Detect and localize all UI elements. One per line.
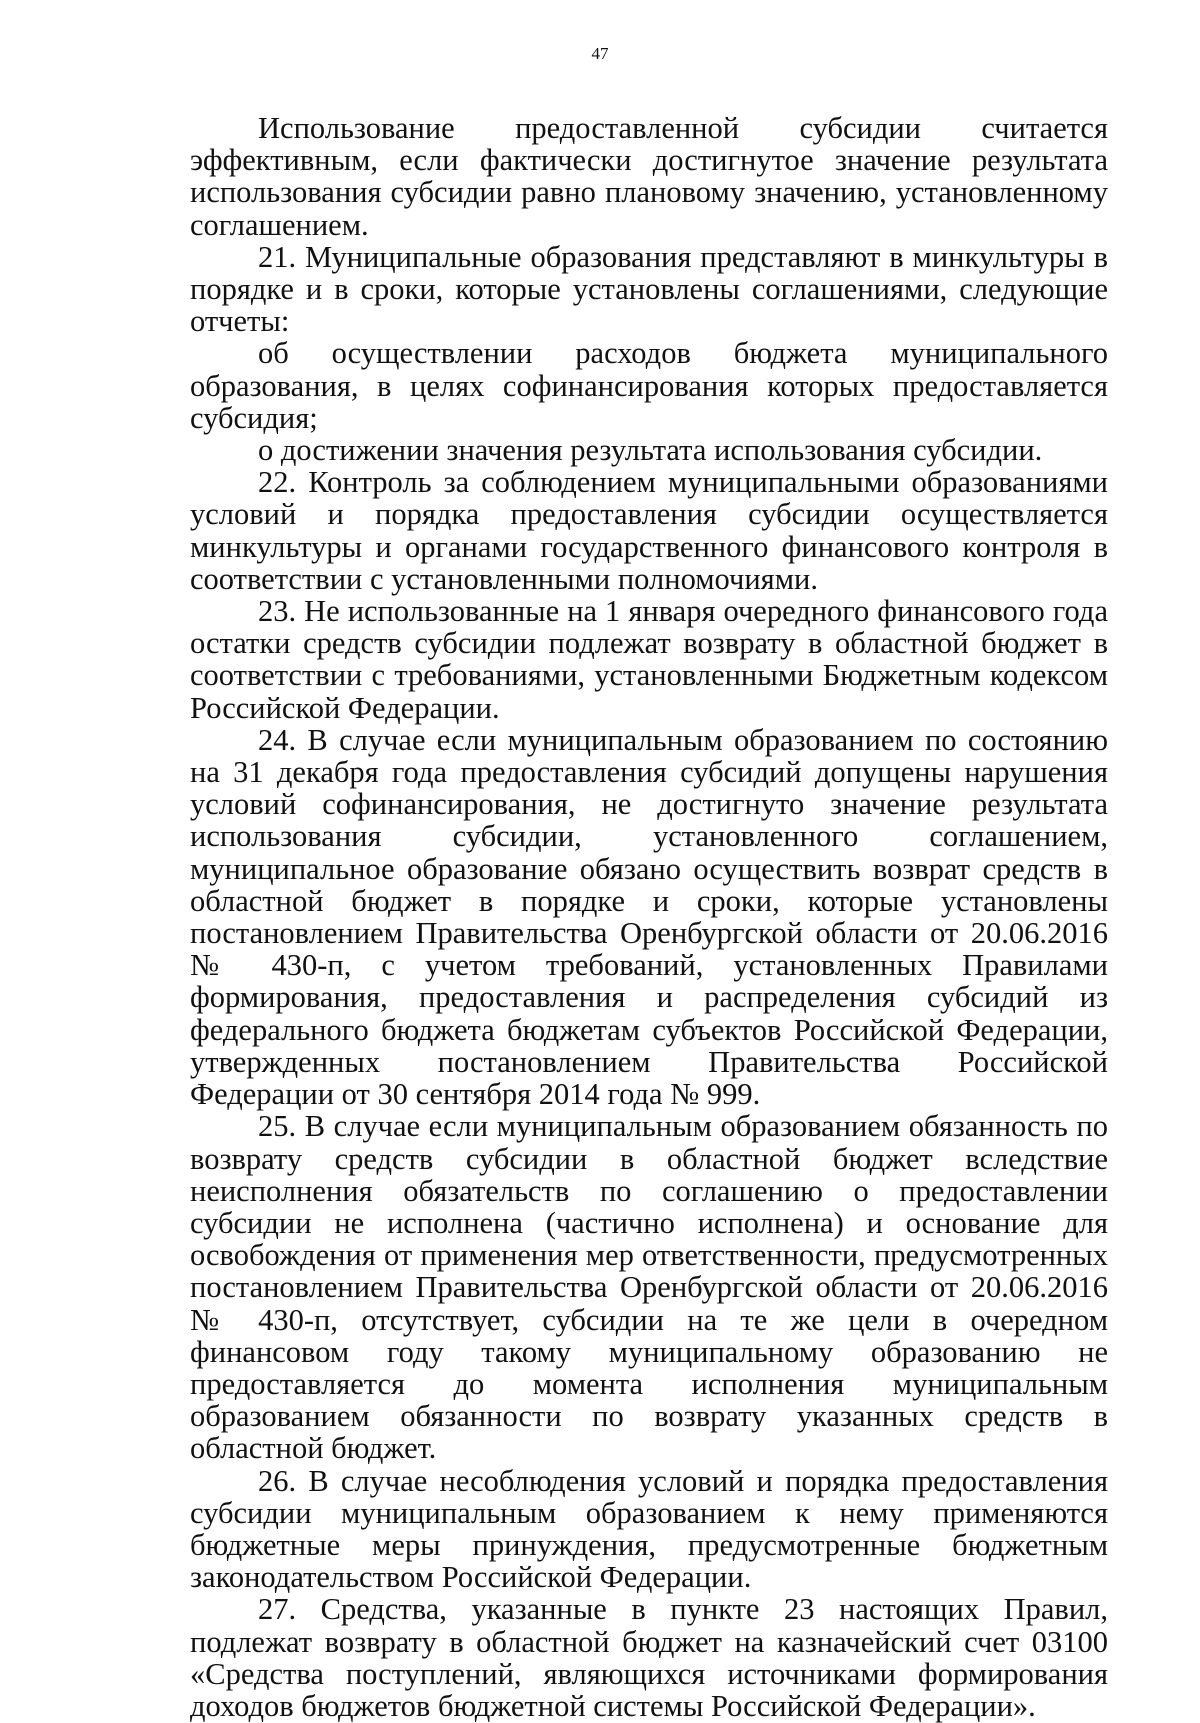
paragraph-27: 27. Средства, указанные в пункте 23 настоящих Правил, подлежат возврату в областной бюджет на казначейский счет 03100 «Средства поступлений, являющихся источниками формирования доходов бюджетов бюджетной системы Российской Федерации». <box>190 1592 1108 1723</box>
paragraph-21-report-results: о достижении значения результата использования субсидии. <box>258 433 1043 468</box>
paragraph-26: 26. В случае несоблюдения условий и порядка предоставления субсидии муниципальным образованием к нему применяются бюджетные меры принуждения, предусмотренные бюджетным законодательством Российской Федерации. <box>190 1463 1108 1595</box>
page-number: 47 <box>591 44 609 63</box>
paragraph-24: 24. В случае если муниципальным образованием по состоянию на 31 декабря года предоставления субсидий допущены нарушения условий софинансирования, не достигнуто значение результата использования субсидии, установленного соглашением, муниципальное образование обязано осуществить возврат средств в областной бюджет в порядке и сроки, которые установлены постановлением Правительства Оренбургской области от 20.06.2016 № 430-п, с учетом требований, установленных Правилами формирования, предоставления и распределения субсидий из федерального бюджета бюджетам субъектов Российской Федерации, утвержденных постановлением Правительства Российской Федерации от 30 сентября 2014 года № 999. <box>190 722 1108 1112</box>
paragraph-22: 22. Контроль за соблюдением муниципальными образованиями условий и порядка предоставления субсидии осуществляется минкультуры и органами государственного финансового контроля в соответствии с установленными полномочиями. <box>190 465 1108 596</box>
paragraph-21-report-expenditures: об осуществлении расходов бюджета муниципального образования, в целях софинансирования которых предоставляется субсидия; <box>190 336 1108 435</box>
paragraph-efficiency-criterion: Использование предоставленной субсидии считается эффективным, если фактически достигнутое значение результата использования субсидии равно плановому значению, установленному соглашением. <box>190 111 1108 242</box>
paragraph-23: 23. Не использованные на 1 января очередного финансового года остатки средств субсидии подлежат возврату в областной бюджет в соответствии с требованиями, установленными Бюджетным кодексом Российской Федерации. <box>190 594 1108 725</box>
paragraph-21: 21. Муниципальные образования представляют в минкультуры в порядке и в сроки, которые установлены соглашениями, следующие отчеты: <box>190 239 1108 339</box>
document-body <box>190 112 1108 1722</box>
paragraph-25: 25. В случае если муниципальным образованием обязанность по возврату средств субсидии в областной бюджет вследствие неисполнения обязательств по соглашению о предоставлении субсидии не исполнена (частично исполнена) и основание для освобождения от применения мер ответственности, предусмотренных постановлением Правительства Оренбургской области от 20.06.2016 № 430-п, отсутствует, субсидии на те же цели в очередном финансовом году такому муниципальному образованию не предоставляется до момента исполнения муниципальным образованием обязанности по возврату указанных средств в областной бюджет. <box>190 1109 1108 1466</box>
